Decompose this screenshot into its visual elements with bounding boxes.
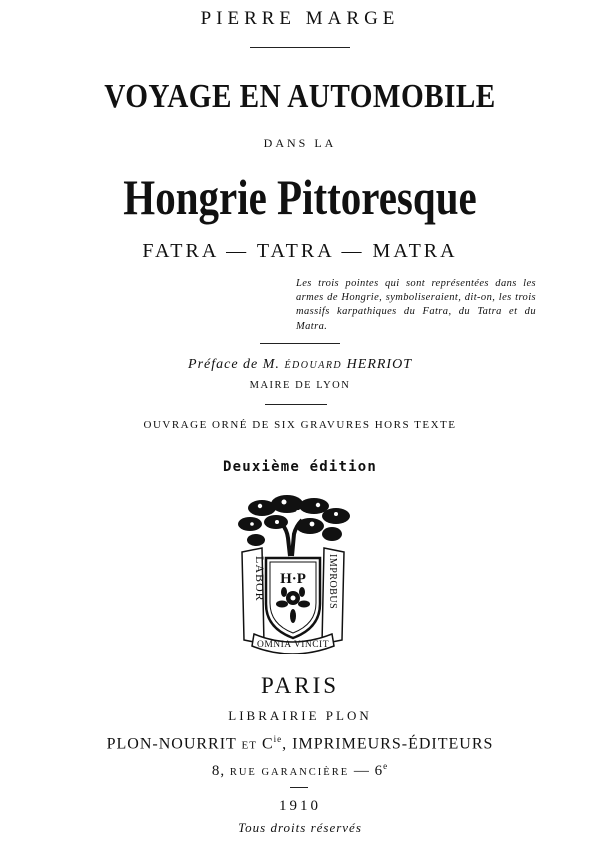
preface-last-name: HERRIOT [346,357,412,372]
address-street: RUE GARANCIÈRE [229,767,350,778]
divider-author [250,47,350,48]
subtitle: FATRA — TATRA — MATRA [142,240,458,262]
address-district: — 6 [353,763,384,779]
ornament-note: OUVRAGE ORNÉ DE SIX GRAVURES HORS TEXTE [143,419,457,431]
author-name: PIERRE MARGE [200,8,400,29]
title-line-1: VOYAGE EN AUTOMOBILE [104,78,496,115]
preface-role: MAIRE DE LYON [249,380,351,391]
address-number: 8, [211,763,226,779]
printers-mark-motto-right: IMPROBUS [327,554,338,610]
preface-line [0,357,600,373]
main-title: Hongrie Pittoresque [123,169,477,225]
printers-mark-logo [232,494,354,654]
publication-year: 1910 [279,798,321,814]
printers-ie: ie [273,734,283,744]
divider-address [290,787,308,788]
preface-prefix: Préface de M. [188,357,280,372]
publisher-printers [0,734,600,753]
printers-mark-motto-bottom: OMNIA VINCIT [256,640,330,650]
epigraph: Les trois pointes qui sont représentées dans les armes de Hongrie, symboliseraient, dit-on, les trois massifs karpathiques du Fatra, du Tatra et du Matra. [296,278,536,332]
printers-role: , IMPRIMEURS-ÉDITEURS [282,735,494,753]
rights-notice: Tous droits réservés [238,820,362,835]
printers-mark-motto-left: LABOR [253,556,267,602]
publisher-city: PARIS [260,673,340,698]
publisher-house: LIBRAIRIE PLON [228,708,372,723]
preface-first-name: ÉDOUARD [284,360,343,371]
printers-et: ET [241,739,257,752]
divider-epigraph [260,343,340,344]
divider-preface [265,404,327,405]
publisher-address [0,761,600,780]
address-district-suffix: e [383,761,389,771]
printers-name: PLON-NOURRIT [106,735,237,753]
printers-mark-monogram: H·P [280,571,306,587]
edition: Deuxième édition [222,459,378,475]
printers-c: C [261,735,274,753]
title-connector: DANS LA [263,136,337,150]
